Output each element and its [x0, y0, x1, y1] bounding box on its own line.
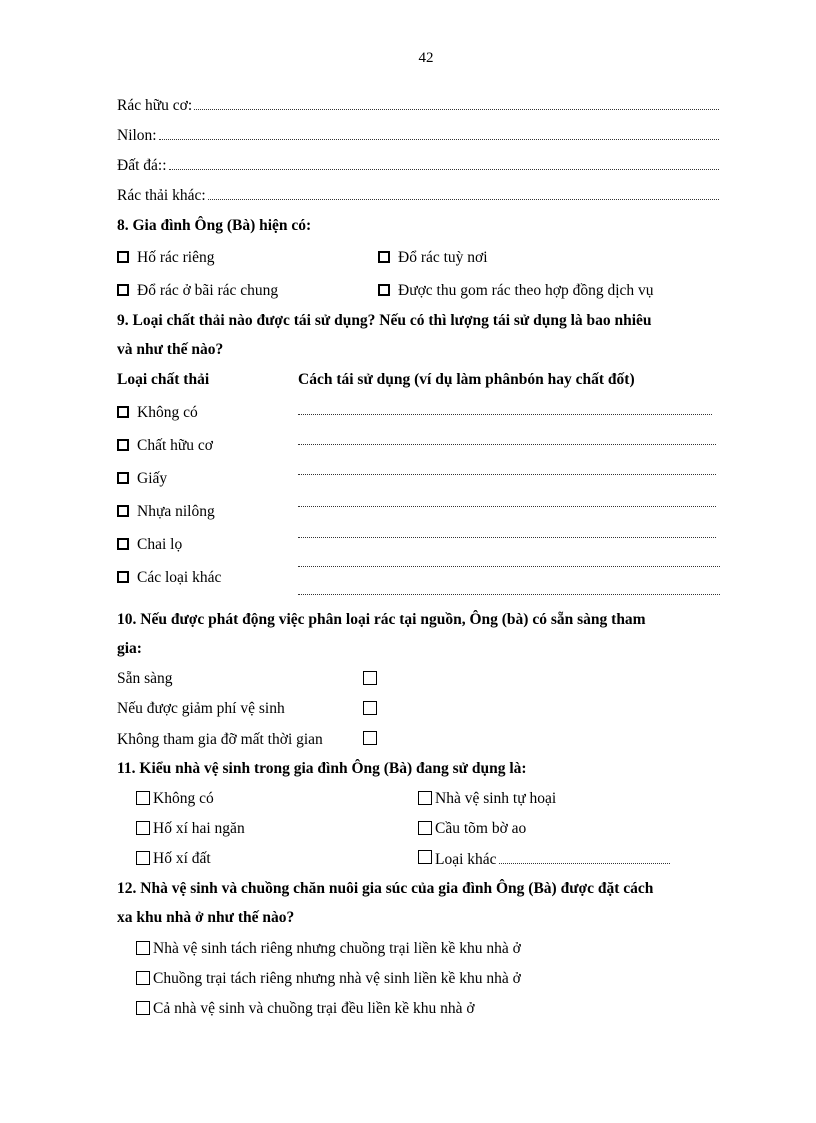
answer-dots[interactable] — [298, 566, 720, 567]
q9-option[interactable]: Chất hữu cơ — [117, 437, 213, 455]
waste-line-label: Nilon: — [117, 127, 157, 144]
q9-question-line1: 9. Loại chất thải nào được tái sử dụng? Nếu có thì lượng tái sử dụng là bao nhiêu — [117, 312, 652, 329]
waste-line-nilon — [117, 127, 719, 145]
q12-question-line2: xa khu nhà ở như thế nào? — [117, 909, 295, 926]
checkbox[interactable] — [136, 851, 150, 865]
checkbox[interactable] — [136, 971, 150, 985]
fill-dots — [169, 169, 720, 170]
q11-option[interactable]: Cầu tõm bờ ao — [418, 820, 526, 838]
q8-option[interactable]: Hố rác riêng — [117, 249, 214, 267]
checkbox[interactable] — [418, 791, 432, 805]
q9-question-line2: và như thế nào? — [117, 341, 224, 358]
q11-option[interactable]: Hố xí hai ngăn — [136, 820, 245, 838]
q9-option[interactable]: Nhựa nilông — [117, 503, 215, 521]
fill-dots — [208, 199, 719, 200]
q9-option[interactable]: Không có — [117, 404, 198, 422]
q10-question-line1: 10. Nếu được phát động việc phân loại rác tại nguồn, Ông (bà) có sẵn sàng tham — [117, 611, 646, 628]
checkbox[interactable] — [117, 406, 129, 418]
fill-dots — [194, 109, 719, 110]
checkbox[interactable] — [136, 1001, 150, 1015]
checkbox[interactable] — [117, 439, 129, 451]
answer-dots[interactable] — [298, 444, 716, 445]
q11-option[interactable]: Không có — [136, 790, 214, 808]
q10-option-label: Không tham gia đỡ mất thời gian — [117, 731, 323, 748]
q9-col1-header: Loại chất thải — [117, 371, 210, 388]
answer-dots[interactable] — [298, 594, 720, 595]
answer-dots[interactable] — [298, 474, 716, 475]
q10-option-label: Nếu được giảm phí vệ sinh — [117, 700, 285, 717]
q10-option-label: Sẵn sàng — [117, 670, 173, 687]
checkbox[interactable] — [117, 538, 129, 550]
checkbox[interactable] — [378, 251, 390, 263]
q8-option[interactable]: Được thu gom rác theo hợp đồng dịch vụ — [378, 282, 654, 300]
q12-option[interactable]: Cả nhà vệ sinh và chuồng trại đều liền kề khu nhà ở — [136, 1000, 475, 1018]
waste-line-organic — [117, 97, 719, 115]
checkbox[interactable] — [117, 251, 129, 263]
checkbox[interactable] — [136, 791, 150, 805]
q8-question: 8. Gia đình Ông (Bà) hiện có: — [117, 217, 312, 234]
q11-option[interactable]: Nhà vệ sinh tự hoại — [418, 790, 556, 808]
checkbox[interactable] — [136, 941, 150, 955]
checkbox[interactable] — [117, 505, 129, 517]
q8-option[interactable]: Đổ rác ở bãi rác chung — [117, 282, 278, 300]
q9-option[interactable]: Các loại khác — [117, 569, 221, 587]
checkbox[interactable] — [117, 284, 129, 296]
waste-line-soil — [117, 157, 719, 175]
waste-line-label: Rác thải khác: — [117, 187, 206, 204]
fill-dots[interactable] — [499, 863, 670, 864]
q10-question-line2: gia: — [117, 640, 142, 657]
q11-question: 11. Kiểu nhà vệ sinh trong gia đình Ông (Bà) đang sử dụng là: — [117, 760, 527, 777]
q9-option[interactable]: Giấy — [117, 470, 167, 488]
checkbox[interactable] — [378, 284, 390, 296]
waste-line-label: Rác hữu cơ: — [117, 97, 193, 114]
q11-option-other[interactable]: Loại khác — [418, 850, 670, 869]
page-number: 42 — [418, 50, 434, 66]
checkbox[interactable] — [136, 821, 150, 835]
checkbox[interactable] — [117, 571, 129, 583]
answer-dots[interactable] — [298, 537, 716, 538]
q10-checkbox[interactable] — [363, 701, 377, 720]
q11-option[interactable]: Hố xí đất — [136, 850, 211, 868]
fill-dots — [159, 139, 719, 140]
checkbox[interactable] — [418, 821, 432, 835]
answer-dots[interactable] — [298, 506, 716, 507]
q12-question-line1: 12. Nhà vệ sinh và chuồng chăn nuôi gia súc của gia đình Ông (Bà) được đặt cách — [117, 880, 654, 897]
waste-line-other — [117, 187, 719, 205]
waste-line-label: Đất đá:: — [117, 157, 167, 174]
q12-option[interactable]: Chuồng trại tách riêng nhưng nhà vệ sinh liền kề khu nhà ở — [136, 970, 521, 988]
q8-option[interactable]: Đổ rác tuỳ nơi — [378, 249, 488, 267]
q10-checkbox[interactable] — [363, 731, 377, 750]
q12-option[interactable]: Nhà vệ sinh tách riêng nhưng chuồng trại liền kề khu nhà ở — [136, 940, 521, 958]
answer-dots[interactable] — [298, 414, 712, 415]
checkbox[interactable] — [117, 472, 129, 484]
q9-col2-header: Cách tái sử dụng (ví dụ làm phânbón hay chất đốt) — [298, 371, 635, 388]
q9-option[interactable]: Chai lọ — [117, 536, 182, 554]
q10-checkbox[interactable] — [363, 671, 377, 690]
checkbox[interactable] — [418, 850, 432, 864]
